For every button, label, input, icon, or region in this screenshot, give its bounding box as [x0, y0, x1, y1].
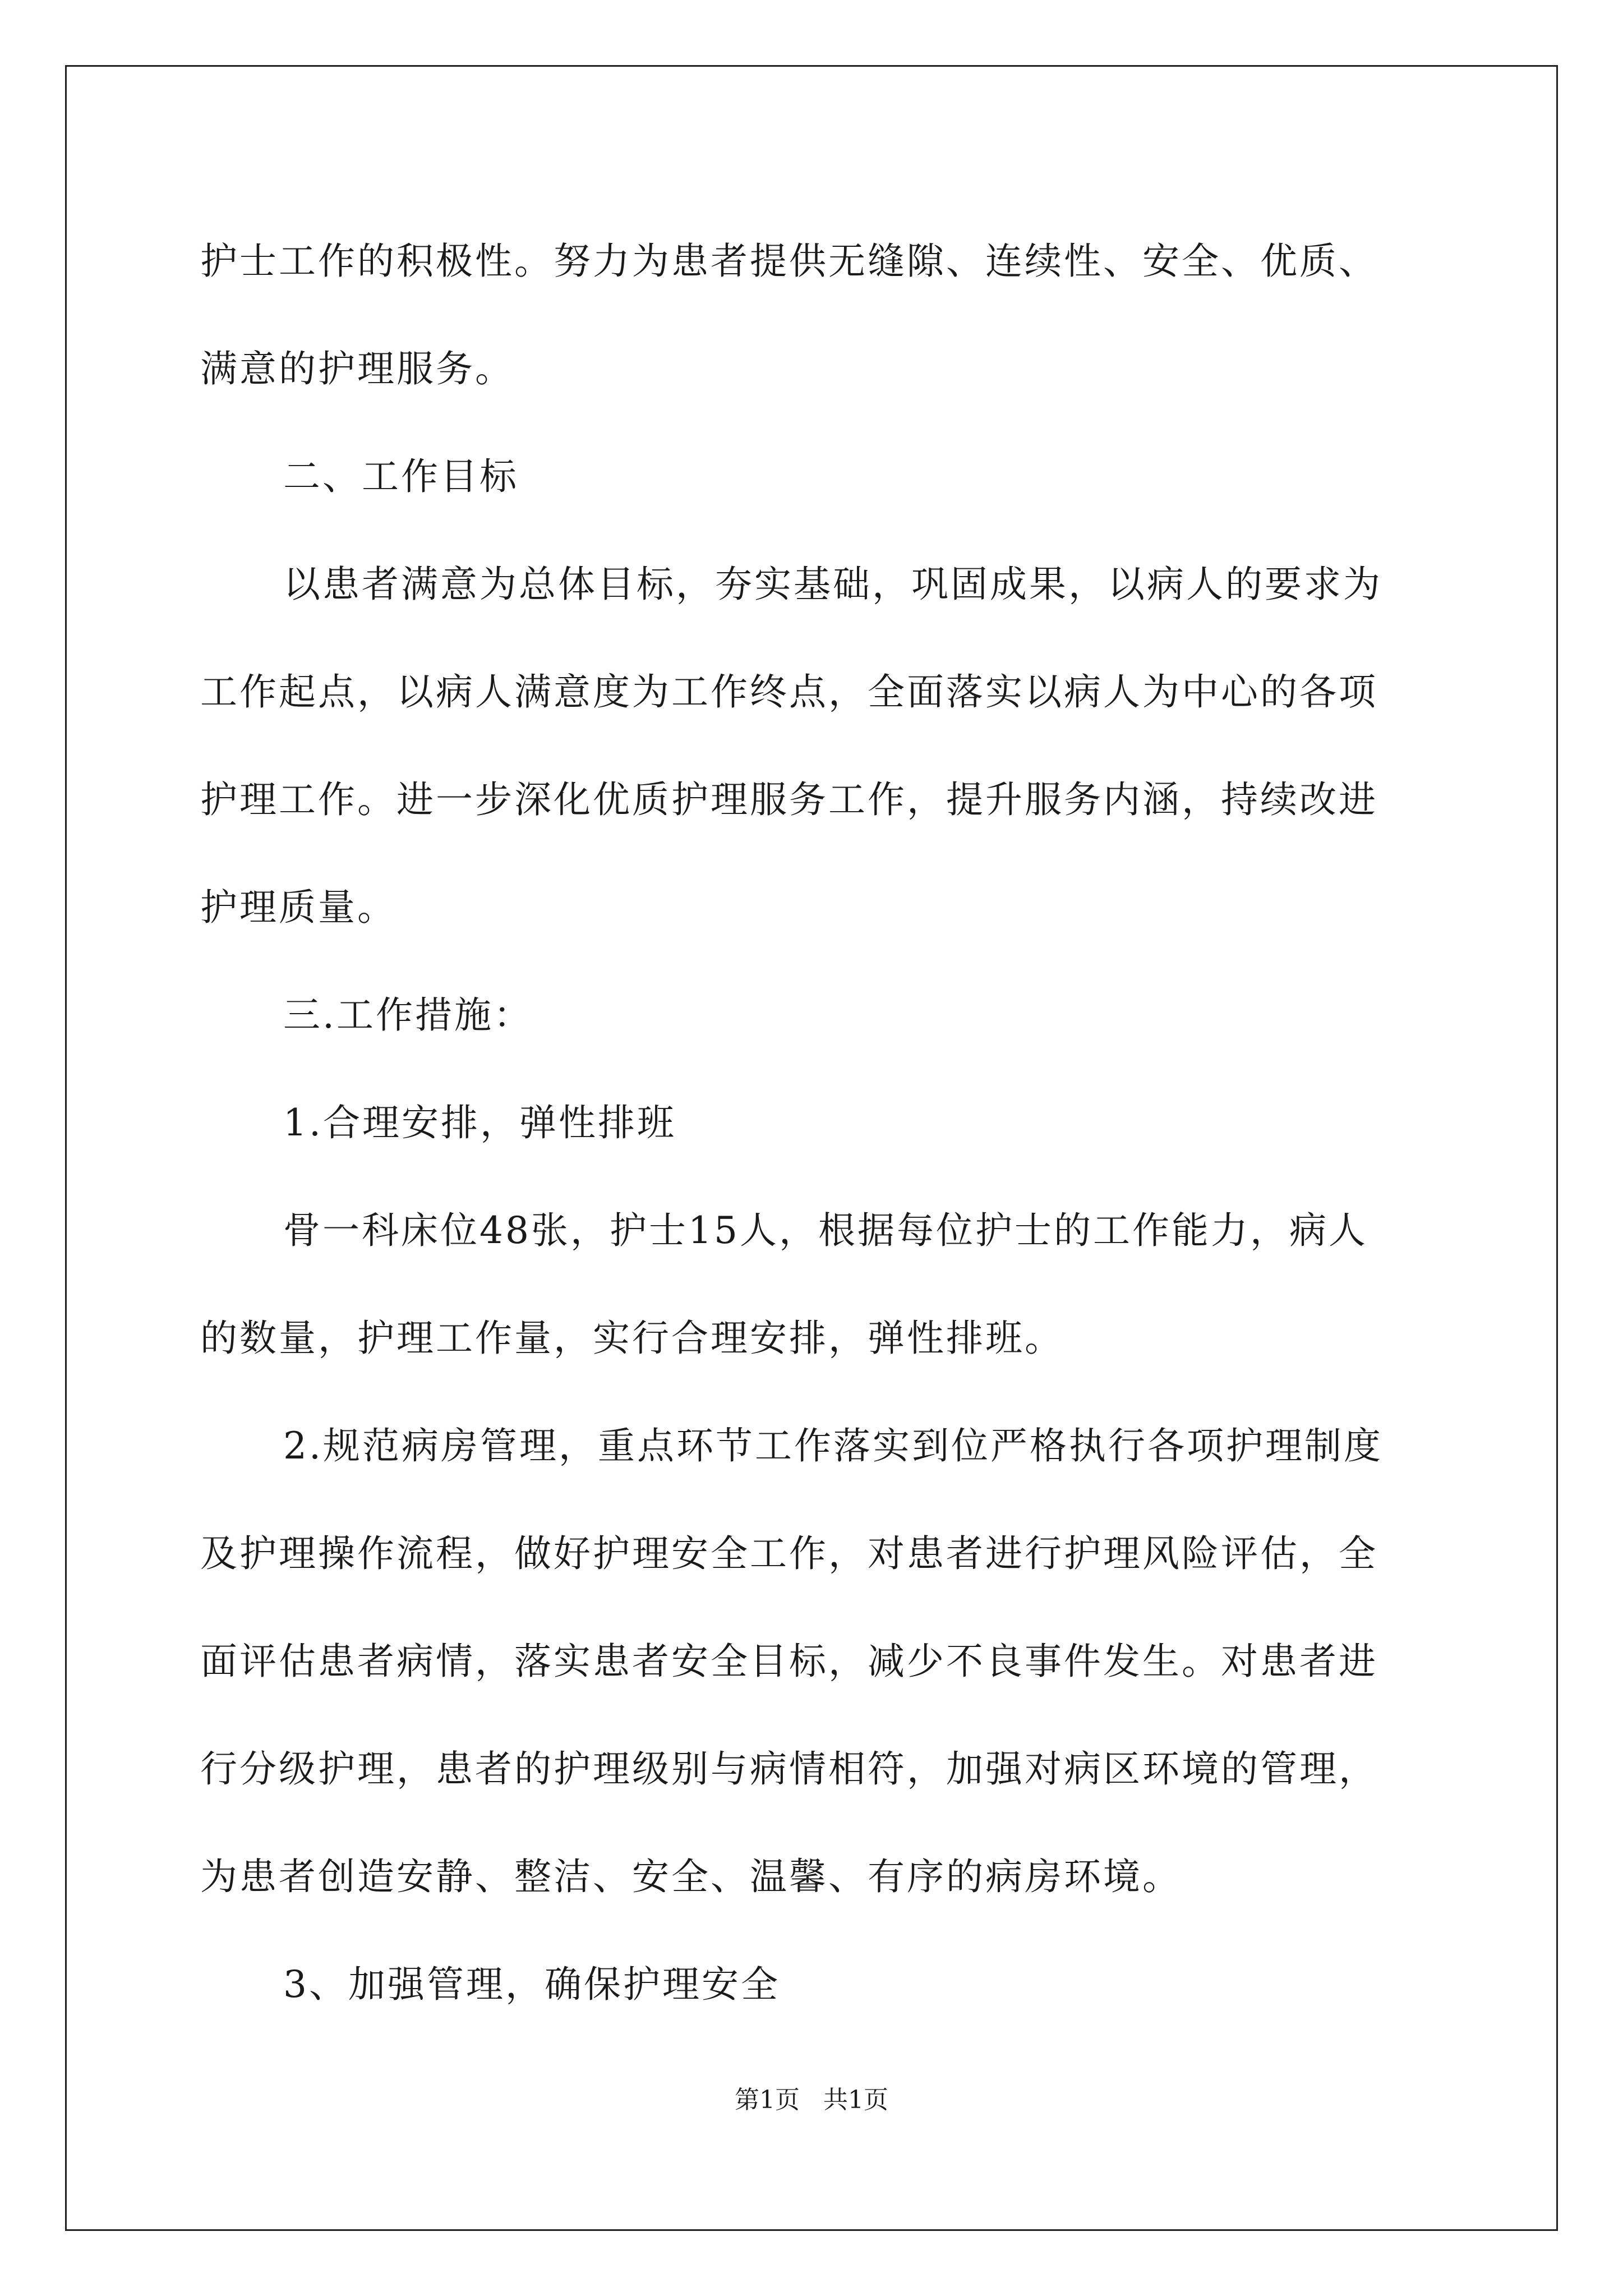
- document-body: [200, 208, 1434, 2039]
- text-line: 护士工作的积极性。努力为患者提供无缝隙、连续性、安全、优质、: [200, 240, 1378, 283]
- text-line: 面评估患者病情，落实患者安全目标，减少不良事件发生。对患者进: [200, 1640, 1378, 1683]
- text-line: 护理质量。: [200, 886, 396, 929]
- text-line: 3、加强管理，确保护理安全: [283, 1963, 780, 2006]
- text-line: 二、工作目标: [283, 455, 519, 498]
- text-line: 行分级护理，患者的护理级别与病情相符，加强对病区环境的管理，: [200, 1747, 1378, 1791]
- text-line: 三.工作措施：: [283, 993, 533, 1037]
- text-line: 的数量，护理工作量，实行合理安排，弹性排班。: [200, 1317, 1064, 1360]
- text-line: 满意的护理服务。: [200, 347, 514, 390]
- text-line: 2.规范病房管理，重点环节工作落实到位严格执行各项护理制度: [283, 1424, 1383, 1467]
- text-line: 骨一科床位48张，护士15人，根据每位护士的工作能力，病人: [283, 1209, 1368, 1252]
- text-line: 为患者创造安静、整洁、安全、温馨、有序的病房环境。: [200, 1855, 1182, 1898]
- text-line: 及护理操作流程，做好护理安全工作，对患者进行护理风险评估，全: [200, 1532, 1378, 1575]
- text-line: 以患者满意为总体目标，夯实基础，巩固成果，以病人的要求为: [283, 563, 1382, 606]
- page-number-footer: 第1页 共1页: [735, 2086, 888, 2114]
- text-line: 护理工作。进一步深化优质护理服务工作，提升服务内涵，持续改进: [200, 778, 1378, 821]
- text-line: 工作起点，以病人满意度为工作终点，全面落实以病人为中心的各项: [200, 670, 1378, 714]
- text-line: 1.合理安排，弹性排班: [283, 1101, 676, 1144]
